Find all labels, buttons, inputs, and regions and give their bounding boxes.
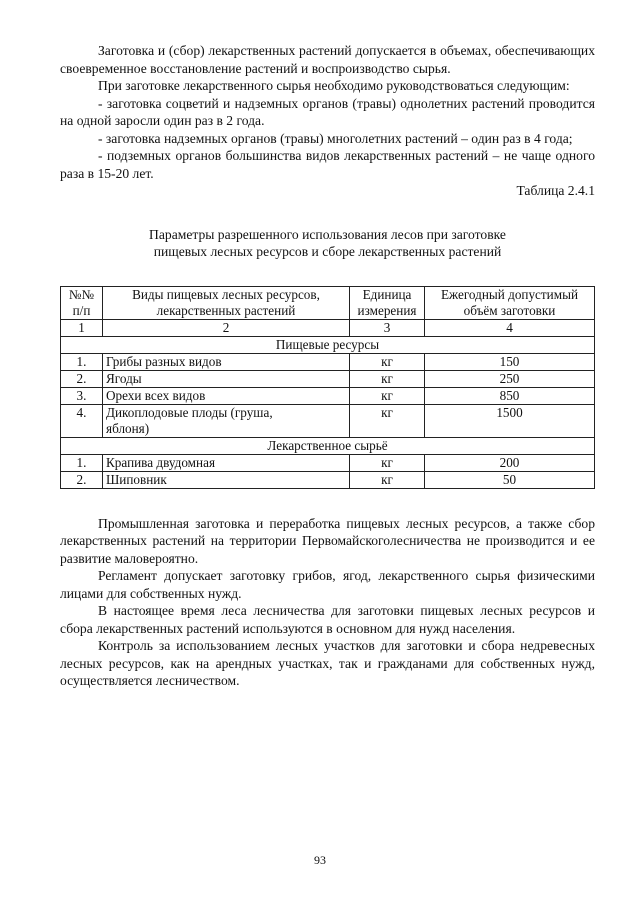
row-value: 850 — [425, 387, 595, 404]
colnum-4: 4 — [425, 319, 595, 336]
intro-paragraph-2: При заготовке лекарственного сырья необходимо руководствоваться следующим: — [98, 78, 570, 93]
params-table — [60, 286, 595, 489]
table-row — [61, 454, 595, 471]
row-number: 2. — [61, 471, 103, 488]
closing-paragraph-2: Регламент допускает заготовку грибов, ягод, лекарственного сырья физическими лицами для собственных нужд. — [60, 568, 595, 601]
section-medicinal-title: Лекарственное сырьё — [61, 437, 595, 454]
page-content — [60, 42, 595, 690]
intro-list-item-2: - заготовка надземных органов (травы) многолетних растений – один раз в 4 года; — [98, 130, 573, 146]
row-unit: кг — [350, 454, 425, 471]
section-food-title: Пищевые ресурсы — [61, 336, 595, 353]
column-number-row — [61, 319, 595, 336]
table-header-row — [61, 286, 595, 319]
row-unit: кг — [350, 404, 425, 437]
row-unit: кг — [350, 471, 425, 488]
intro-list-item-1: - заготовка соцветий и надземных органов (травы) однолетних растений проводится на одной заросли один раз в 2 года. — [60, 95, 595, 128]
table-row — [61, 471, 595, 488]
row-name: Орехи всех видов — [103, 387, 350, 404]
table-row — [61, 387, 595, 404]
row-name: Шиповник — [103, 471, 350, 488]
row-name: Ягоды — [103, 370, 350, 387]
table-row — [61, 353, 595, 370]
row-number: 1. — [61, 454, 103, 471]
row-name: Грибы разных видов — [103, 353, 350, 370]
caption-line-1: Параметры разрешенного использования лесов при заготовке — [149, 226, 506, 242]
section-row-food — [61, 336, 595, 353]
section-row-medicinal — [61, 437, 595, 454]
row-number: 1. — [61, 353, 103, 370]
row-unit: кг — [350, 387, 425, 404]
row-number: 2. — [61, 370, 103, 387]
row-number: 3. — [61, 387, 103, 404]
row-value: 150 — [425, 353, 595, 370]
closing-paragraph-4: Контроль за использованием лесных участков для заготовки и сбора недревесных лесных ресурсов, как на арендных участках, так и гражданами для собственных нужд, осуществляется лесничеством. — [60, 638, 595, 688]
row-value: 50 — [425, 471, 595, 488]
page-number: 93 — [314, 853, 326, 867]
colnum-1: 1 — [61, 319, 103, 336]
table-row — [61, 370, 595, 387]
row-unit: кг — [350, 370, 425, 387]
intro-list-item-3: - подземных органов большинства видов лекарственных растений – не чаще одного раза в 15-20 лет. — [60, 148, 595, 181]
row-value: 250 — [425, 370, 595, 387]
row-unit: кг — [350, 353, 425, 370]
intro-paragraph-1: Заготовка и (сбор) лекарственных растений допускается в объемах, обеспечивающих своевременное восстановление растений и воспроизводство сырья. — [60, 43, 595, 76]
row-value: 1500 — [425, 404, 595, 437]
closing-paragraph-1: Промышленная заготовка и переработка пищевых лесных ресурсов, а также сбор лекарственных растений на территории Первомайскоголесничества не производится и ее развитие маловероятно. — [60, 515, 595, 566]
header-number: №№ п/п — [61, 286, 103, 319]
table-row — [61, 404, 595, 437]
caption-line-2: пищевых лесных ресурсов и сборе лекарственных растений — [153, 243, 502, 259]
colnum-2: 2 — [103, 319, 350, 336]
header-unit: Единица измерения — [350, 286, 425, 319]
row-name-text: Дикоплодовые плоды (груша, яблоня) — [106, 404, 273, 436]
closing-section — [60, 515, 595, 690]
row-name: Крапива двудомная — [103, 454, 350, 471]
closing-paragraph-3: В настоящее время леса лесничества для заготовки пищевых лесных ресурсов и сбора лекарственных растений используются в основном для нужд населения. — [60, 603, 595, 636]
row-value: 200 — [425, 454, 595, 471]
header-annual-volume: Ежегодный допустимый объём заготовки — [425, 286, 595, 319]
table-caption — [60, 226, 595, 260]
table-label: Таблица 2.4.1 — [516, 183, 595, 198]
row-number: 4. — [61, 404, 103, 437]
row-name — [103, 404, 350, 437]
colnum-3: 3 — [350, 319, 425, 336]
header-resource-type: Виды пищевых лесных ресурсов, лекарственных растений — [103, 286, 350, 319]
